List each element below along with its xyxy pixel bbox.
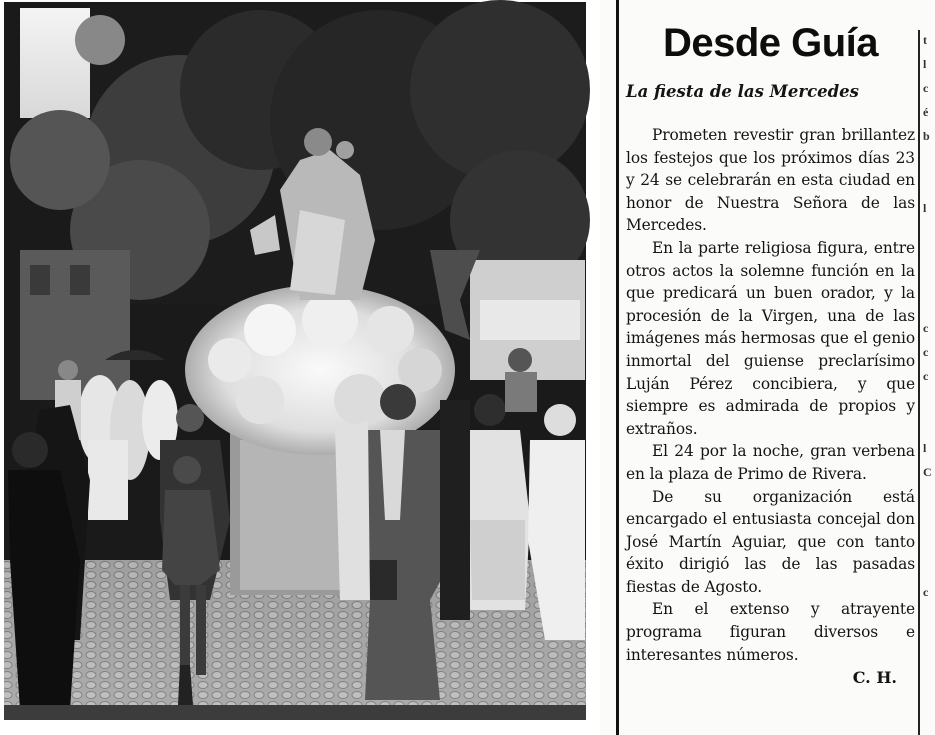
article bbox=[626, 14, 915, 687]
article-paragraph: En el extenso y atrayente programa figuran diversos e interesantes números. bbox=[626, 600, 915, 664]
adjacent-column-fragment: t l c é b l c c c l C c bbox=[923, 33, 932, 599]
article-paragraph: Prometen revestir gran brillantez los festejos que los próximos días 23 y 24 se celebrarán en esta ciudad en honor de Nuestra Señora de las Mercedes. bbox=[626, 126, 915, 235]
article-body bbox=[626, 124, 915, 666]
newspaper-clipping bbox=[600, 0, 935, 735]
article-headline: Desde Guía bbox=[662, 21, 879, 65]
article-paragraph: El 24 por la noche, gran verbena en la plaza de Primo de Rivera. bbox=[626, 442, 915, 483]
column-rule-left bbox=[616, 0, 619, 735]
article-paragraph: De su organización está encargado el entusiasta concejal don José Martín Aguiar, que con tanto éxito dirigió las de las pasadas fiestas de Agosto. bbox=[626, 487, 915, 596]
article-paragraph: En la parte religiosa figura, entre otros actos la solemne función en la que predicará un buen orador, y la procesión de la Virgen, una de las imágenes más hermosas que el genio inmortal del guiense preclarísimo Luján Pérez concibiera, y que siempre es admirada de propios y extraños. bbox=[626, 238, 915, 438]
column-rule-right bbox=[918, 30, 920, 735]
article-subhead: La fiesta de las Mercedes bbox=[626, 82, 859, 101]
author-signature: C. H. bbox=[852, 668, 897, 688]
